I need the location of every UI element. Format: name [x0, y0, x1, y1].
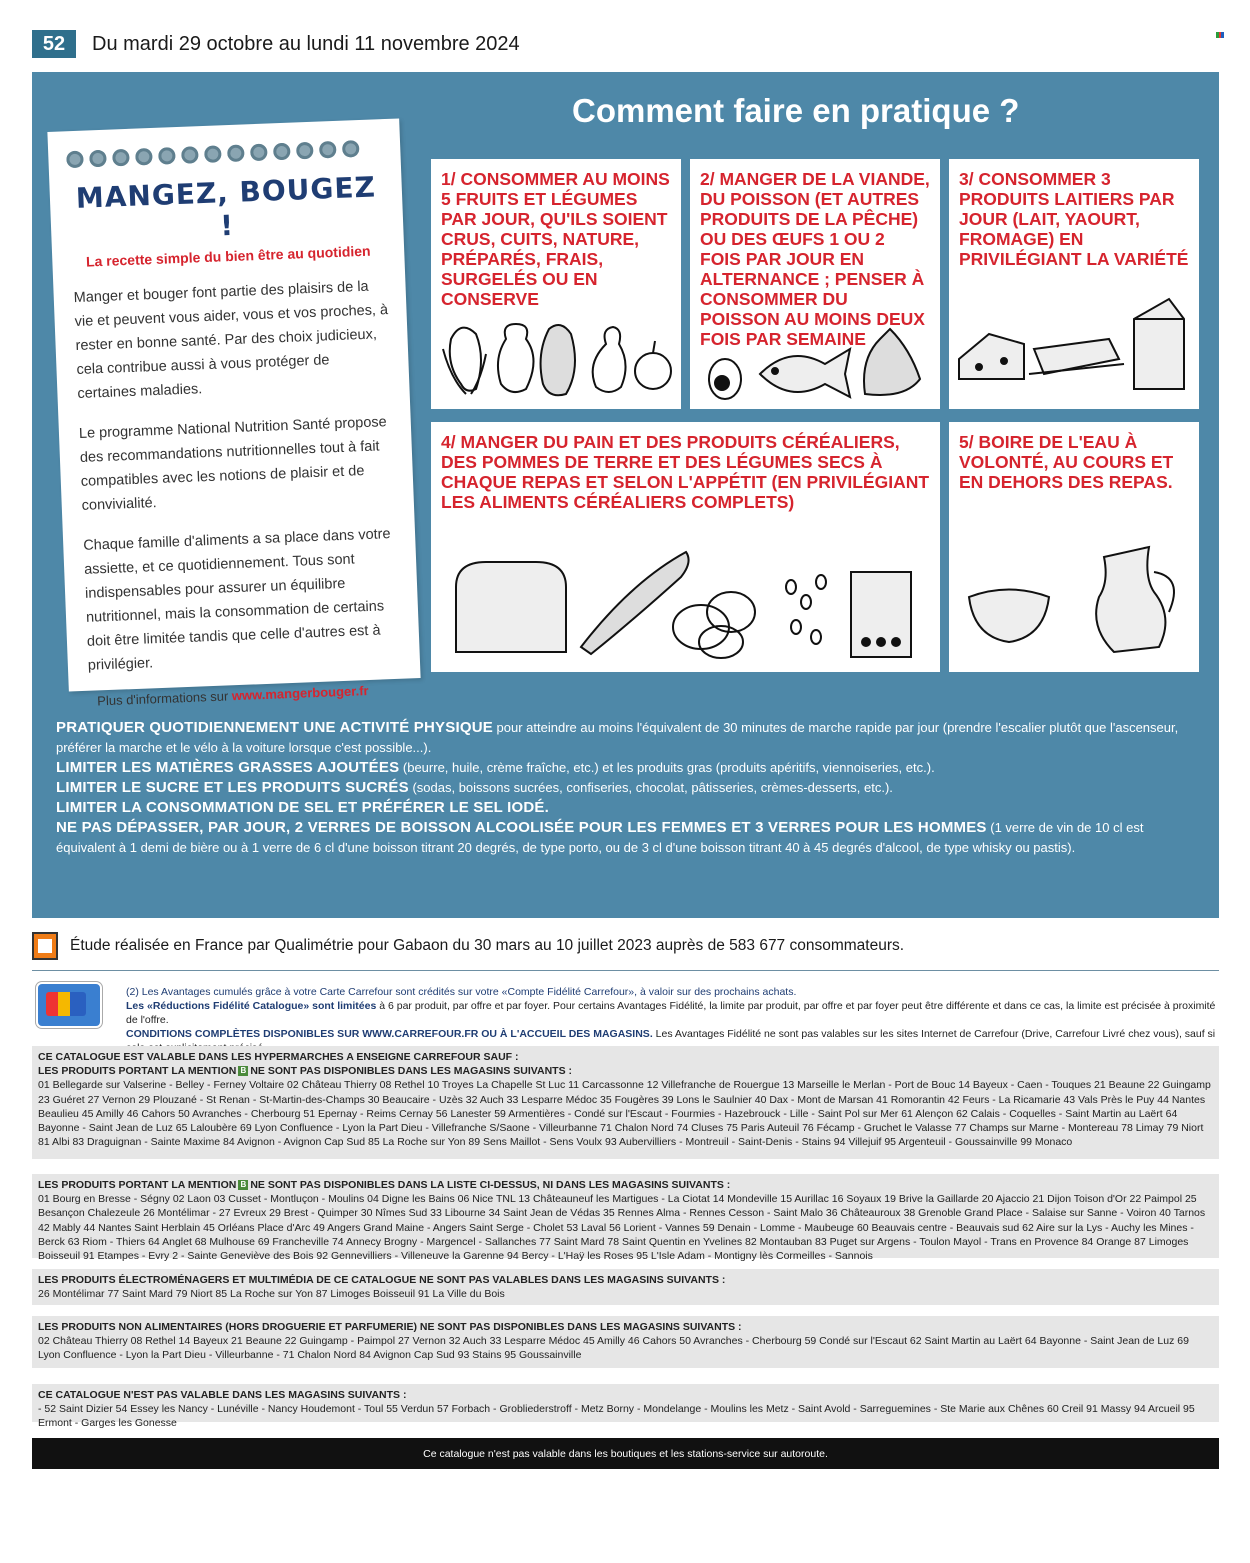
recommendation-line [56, 758, 1206, 778]
fish-meat-egg-icon [690, 319, 940, 409]
tip-text: 4/ MANGER DU PAIN ET DES PRODUITS CÉRÉALIERS, DES POMMES DE TERRE ET DES LÉGUMES SECS À CHAQUE REPAS ET SELON L'APPÉTIT (EN PRIVILÉGIANT LES ALIMENTS CÉRÉALIERS COMPLETS) [441, 432, 930, 512]
flag-icon [1216, 32, 1224, 38]
page-header [32, 30, 520, 58]
ring-icon [342, 140, 360, 158]
mention-badge-icon: B [238, 1180, 248, 1190]
recommendation-detail: (sodas, boissons sucrées, confiseries, chocolat, pâtisseries, crèmes-desserts, etc.). [408, 780, 893, 795]
list-body: 01 Bourg en Bresse - Ségny 02 Laon 03 Cusset - Montluçon - Moulins 04 Digne les Bains 06 Nice TNL 13 Châteauneuf les Martigues - La Ciotat 14 Mondeville 15 Aurillac 16 Soyaux 19 Brive la Gaillarde 20 Ajaccio 21 Dijon Toison d'Or 22 Paimpol 25 Besançon Chalezeule 26 Montélimar - 27 Evreux 29 Brest - Quimper 30 Nîmes Sud 33 Libourne 34 Saint Jean de Védas 35 Rennes Alma - Rennes Cesson - Saint Malo 36 Châteauroux 38 Grenoble Grand Place - Salaise sur Sanne - Voiron 40 Tarnos 42 Mably 44 Nantes Saint Herblain 45 Orléans Place d'Arc 49 Angers Grand Maine - Angers Saint Serge - Cholet 53 Laval 56 Lorient - Vannes 59 Denain - Lomme - Maubeuge 60 Beauvais centre - Beauvais sud 62 Aire sur la Lys - Auchy les Mines - Berck 63 Riom - Thiers 64 Anglet 68 Mulhouse 69 Francheville 74 Annecy Brogny - Margencel - Sallanches 77 Saint Mard 78 Saint Quentin en Yvelines 82 Montauban 83 Puget sur Argens - Toulon Mayol - Trans en Provence 84 Orange 87 Limoges Boisseuil 91 Etampes - Evry 2 - Sainte Geneviève des Bois 92 Gennevilliers - Villeneuve la Garenne 94 Bercy - L'Haÿ les Roses 95 L'Isle Adam - Montigny lès Cormeilles - Sannois [38, 1193, 1206, 1263]
study-badge-icon [32, 932, 58, 960]
date-range: Du mardi 29 octobre au lundi 11 novembre 2024 [92, 32, 520, 55]
list-body: 02 Château Thierry 08 Rethel 14 Bayeux 21 Beaune 22 Guingamp - Paimpol 27 Vernon 32 Auch 33 Lesparre Médoc 45 Amilly 46 Cahors 50 Avranches - Cherbourg 59 Condé sur l'Escaut 62 Saint Martin au Laërt 64 Bayonne - Saint Jean de Luz 69 Lyon Confluence - Lyon la Part Dieu - Villeurbanne - 71 Chalon Nord 84 Avignon Cap Sud 93 Stains 95 Goussainville [38, 1335, 1189, 1362]
list-header-part: LES PRODUITS PORTANT LA MENTION [38, 1065, 237, 1078]
legal-bold: CONDITIONS COMPLÈTES DISPONIBLES SUR WWW.CARREFOUR.FR OU À L'ACCUEIL DES MAGASINS. [126, 1028, 653, 1040]
ring-icon [204, 145, 222, 163]
ring-icon [112, 149, 130, 167]
tip-box-4 [431, 422, 940, 672]
ring-icon [250, 144, 268, 162]
legal-notes [126, 985, 1221, 1055]
store-list-block [32, 1384, 1219, 1430]
ring-icon [158, 147, 176, 165]
ring-icon [89, 150, 107, 168]
list-body: 26 Montélimar 77 Saint Mard 79 Niort 85 La Roche sur Yon 87 Limoges Boisseuil 91 La Ville du Bois [38, 1288, 505, 1301]
list-header: CE CATALOGUE EST VALABLE DANS LES HYPERMARCHES A ENSEIGNE CARREFOUR SAUF : [38, 1051, 519, 1063]
study-text: Étude réalisée en France par Qualimétrie pour Gabaon du 30 mars au 10 juillet 2023 auprès de 583 677 consommateurs. [70, 937, 905, 954]
ring-icon [227, 144, 245, 162]
list-header: LES PRODUITS NON ALIMENTAIRES (HORS DROGUERIE ET PARFUMERIE) NE SONT PAS DISPONIBLES DANS LES MAGASINS SUIVANTS : [38, 1321, 742, 1333]
list-header: LES PRODUITS ÉLECTROMÉNAGERS ET MULTIMÉDIA DE CE CATALOGUE NE SONT PAS VALABLES DANS LES MAGASINS SUIVANTS : [38, 1274, 726, 1286]
card-title: MANGEZ, BOUGEZ ! [75, 170, 377, 243]
ring-icon [296, 142, 314, 160]
store-list-block [32, 1046, 1219, 1159]
recommendation-line [56, 718, 1206, 758]
list-header-part: NE SONT PAS DISPONIBLES DANS LES MAGASINS SUIVANTS : [250, 1065, 572, 1078]
bread-cereal-icon [431, 542, 940, 672]
ring-icon [273, 143, 291, 161]
recommendation-title: LIMITER LE SUCRE ET LES PRODUITS SUCRÉS [56, 779, 409, 796]
recommendation-title: LIMITER LES MATIÈRES GRASSES AJOUTÉES [56, 759, 400, 776]
recommendation-title: PRATIQUER QUOTIDIENNEMENT UNE ACTIVITÉ PHYSIQUE [56, 719, 493, 736]
store-list-block [32, 1316, 1219, 1368]
ring-icon [319, 141, 337, 159]
page-number: 52 [32, 30, 76, 58]
ring-icon [181, 146, 199, 164]
card-paragraph: Chaque famille d'aliments a sa place dans votre assiette, et ce quotidiennement. Tous sont indispensables pour assurer un équilibre nutritionnel, mais la consommation de certains doit être limitée tandis que celle d'autres est à privilégier. [82, 526, 391, 674]
list-header [38, 1178, 1213, 1192]
tip-box-3 [949, 159, 1199, 409]
list-header: CE CATALOGUE N'EST PAS VALABLE DANS LES MAGASINS SUIVANTS : [38, 1389, 407, 1401]
recommendations [56, 718, 1206, 858]
recommendation-title: NE PAS DÉPASSER, PAR JOUR, 2 VERRES DE BOISSON ALCOOLISÉE POUR LES FEMMES ET 3 VERRES POUR LES HOMMES [56, 819, 987, 836]
recommendation-title: LIMITER LA CONSOMMATION DE SEL ET PRÉFÉRER LE SEL IODÉ. [56, 799, 549, 816]
store-list-block [32, 1174, 1219, 1263]
more-info-prefix: Plus d'informations sur [96, 688, 229, 709]
legal-line: (2) Les Avantages cumulés grâce à votre Carte Carrefour sont crédités sur votre «Compte Fidélité Carrefour», à valoir sur des prochains achats. [126, 986, 797, 998]
recommendation-detail: (1 verre de vin de 10 cl est équivalent à 1 demi de bière ou à 1 verre de 6 cl d'une boisson titrant 20 degrés, de type porto, ou de 3 cl d'une boisson titrant 40 à 45 degrés d'alcool, de type whisky ou pastis). [56, 820, 1144, 855]
fruits-vegetables-icon [431, 309, 681, 409]
divider [32, 970, 1219, 971]
study-line [32, 932, 904, 960]
ring-icon [66, 151, 84, 169]
legal-bold: Les «Réductions Fidélité Catalogue» sont limitées [126, 1000, 377, 1012]
recommendation-line [56, 818, 1206, 858]
tip-text: 1/ CONSOMMER AU MOINS 5 FRUITS ET LÉGUMES PAR JOUR, QU'ILS SOIENT CRUS, CUITS, NATURE, PRÉPARÉS, FRAIS, SURGELÉS OU EN CONSERVE [441, 169, 670, 309]
panel-heading: Comment faire en pratique ? [572, 92, 1020, 129]
tip-box-2 [690, 159, 940, 409]
card-paragraph: Manger et bouger font partie des plaisirs de la vie et peuvent vous aider, vous et vos proches, à rester en bonne santé. Par des choix judicieux, cela contribue aussi à vous protéger de certaines maladies. [73, 278, 389, 402]
footer-bar [32, 1438, 1219, 1469]
tip-text: 5/ BOIRE DE L'EAU À VOLONTÉ, AU COURS ET EN DEHORS DES REPAS. [959, 432, 1174, 492]
legal-rest: à 6 par produit, par offre et par foyer. Pour certains Avantages Fidélité, la limite par produit, par offre et par foyer peut être différente et dans ce cas, la limite est précisée à proximité de l'offre. [126, 1000, 1216, 1026]
recommendation-line [56, 778, 1206, 798]
list-header-part: LES PRODUITS PORTANT LA MENTION [38, 1179, 237, 1191]
recommendation-detail: pour atteindre au moins l'équivalent de 30 minutes de marche rapide par jour (prendre l'escalier plutôt que l'ascenseur, préférer la marche et le vélo à la voiture lorsque c'est possible...). [56, 720, 1179, 755]
legal-line [126, 999, 1221, 1027]
ring-icon [135, 148, 153, 166]
footer-text: Ce catalogue n'est pas valable dans les boutiques et les stations-service sur autoroute. [423, 1447, 828, 1460]
spiral-binding [66, 139, 382, 168]
recommendation-line [56, 798, 1206, 818]
carrefour-card-icon [36, 982, 102, 1028]
legal-rest: Les Avantages Fidélité ne sont pas valables sur les sites Internet de Carrefour (Drive, Carrefour Livré chez vous), sauf si [655, 1028, 1216, 1040]
list-body: - 52 Saint Dizier 54 Essey les Nancy - Lunéville - Nancy Houdemont - Toul 55 Verdun 57 Forbach - Grobliederstroff - Metz Borny - Mondelange - Moulins les Metz - Saint Avold - Sarreguemines - Ste Marie aux Chênes 60 Creil 91 Massy 94 Arcueil 95 Ermont - Garges les Gonesse [38, 1403, 1195, 1430]
card-paragraph: Le programme National Nutrition Santé propose des recommandations nutritionnelles tout à fait compatibles avec les notions de plaisir et de convivialité. [78, 414, 387, 514]
list-body: 01 Bellegarde sur Valserine - Belley - Ferney Voltaire 02 Château Thierry 08 Rethel 10 Troyes La Chapelle St Luc 11 Carcassonne 12 Villefranche de Rouergue 13 Marseille le Merlan - Port de Bouc 14 Bayeux - Caen - Touques 21 Beaune 22 Guingamp 23 Guéret 27 Vernon 29 Plouzané - St Renan - St-Martin-des-Champs 30 Beaucaire - Uzès 32 Auch 33 Lesparre Médoc 35 Fougères 39 Lons le Saulnier 40 Dax - Mont de Marsan 41 Romorantin 42 Feurs - La Ricamarie 43 Vals Près le Puy 44 Nantes Beaulieu 45 Amilly 46 Cahors 50 Avranches - Cherbourg 51 Epernay - Reims Cernay 56 Lanester 59 Armentières - Condé sur l'Escaut - Fourmies - Hazebrouck - Lille - Saint Pol sur Mer 61 Alençon 62 Calais - Coquelles - Saint Martin au Laërt 64 Bayonne - Saint Jean de Luz 65 Laloubère 69 Lyon Confluence - Lyon la Part Dieu - Villefranche S/Saone - Villeurbanne 71 Chalon Nord 74 Cluses 75 Paris Auteuil 76 Fécamp - Gruchet le Valasse 77 Champs sur Marne - Montereau 78 Limay 79 Niort 81 Albi 83 Draguignan - Sainte Maxime 84 Avignon - Avignon Cap Sud 85 La Roche sur Yon 89 Sens Maillot - Sens Voulx 93 Aubervilliers - Montreuil - Saint-Denis - Stains 94 Villejuif 95 Argenteuil - Goussainville 99 Monaco [38, 1079, 1211, 1149]
card-subtitle: La recette simple du bien être au quotidien [85, 242, 371, 270]
tip-box-5 [949, 422, 1199, 672]
store-list-block [32, 1269, 1219, 1305]
note-card [47, 118, 420, 709]
mangerbouger-link[interactable]: www.mangerbouger.fr [231, 683, 369, 704]
dairy-icon [949, 289, 1199, 409]
tip-text: 2/ MANGER DE LA VIANDE, DU POISSON (ET AUTRES PRODUITS DE LA PÊCHE) OU DES ŒUFS 1 OU 2 FOIS PAR JOUR EN ALTERNANCE ; PENSER À CONSOMMER DU POISSON AU MOINS DEUX FOIS PAR SEMAINE [700, 169, 930, 349]
list-header-part: NE SONT PAS DISPONIBLES DANS LA LISTE CI-DESSUS, NI DANS LES MAGASINS SUIVANTS : [250, 1179, 731, 1191]
list-header [38, 1064, 1213, 1078]
recommendation-detail: (beurre, huile, crème fraîche, etc.) et les produits gras (produits apéritifs, viennoiseries, etc.). [399, 760, 935, 775]
mention-badge-icon: B [238, 1066, 248, 1076]
water-jug-icon [949, 527, 1199, 672]
tip-text: 3/ CONSOMMER 3 PRODUITS LAITIERS PAR JOUR (LAIT, YAOURT, FROMAGE) EN PRIVILÉGIANT LA VARIÉTÉ [959, 169, 1189, 269]
tip-box-1 [431, 159, 681, 409]
